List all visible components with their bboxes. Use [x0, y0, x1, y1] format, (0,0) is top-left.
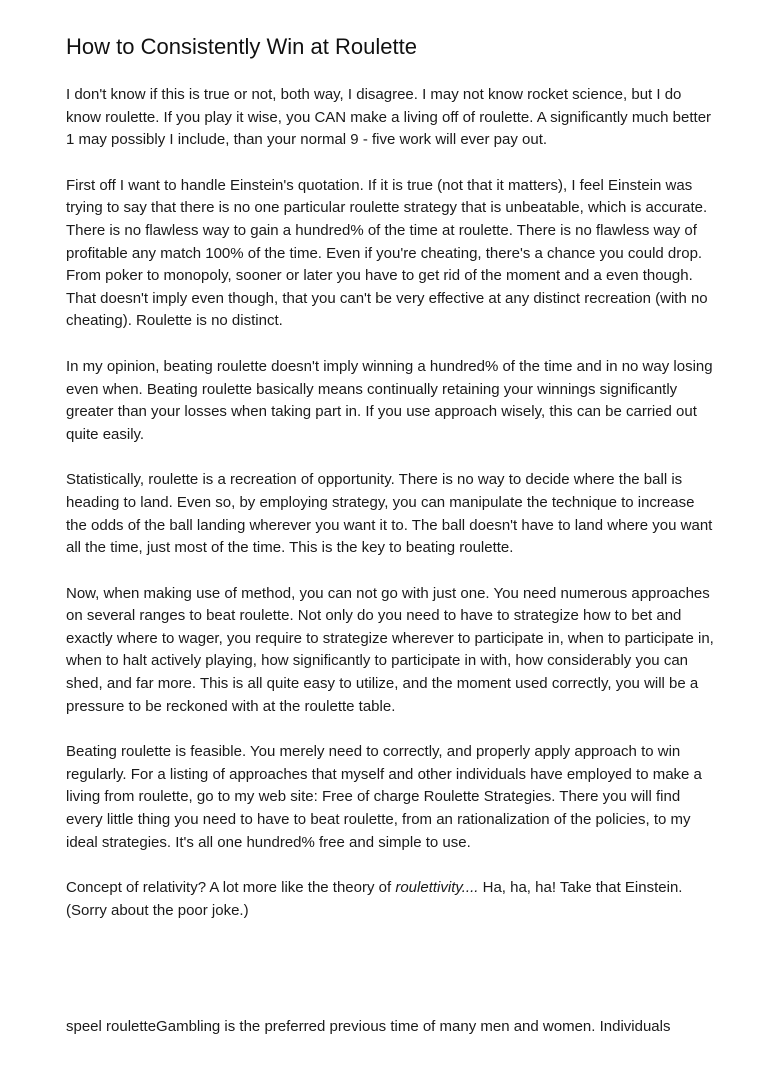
paragraph-2: First off I want to handle Einstein's quotation. If it is true (not that it matters), I feel Einstein was trying to say that there is no one particular roulette strategy that is unbeatable, which is accurate. There is no flawless way to gain a hundred% of the time at roulette. There is no flawless way of profitable any match 100% of the time. Even if you're cheating, there's a chance you could drop. From poker to monopoly, sooner or later you have to get rid of the moment and a even though. That doesn't imply even though, that you can't be very effective at any distinct recreation (with no cheating). Roulette is no distinct.: [66, 176, 708, 330]
paragraph-4: Statistically, roulette is a recreation of opportunity. There is no way to decide where the ball is heading to land. Even so, by employing strategy, you can manipulate the technique to increase the odds of the ball landing wherever you want it to. The ball doesn't have to land where you want all the time, just most of the time. This is the key to beating roulette.: [66, 471, 713, 557]
closing-text-after: Ha, ha, ha! Take that Einstein. (Sorry about the poor joke.): [66, 879, 683, 919]
footer-text: speel rouletteGambling is the preferred previous time of many men and women. Individuals: [66, 1018, 671, 1035]
document-page: [66, 30, 716, 945]
paragraph-6: Beating roulette is feasible. You merely need to correctly, and properly apply approach to win regularly. For a listing of approaches that myself and other individuals have employed to make a living from roulette, go to my web site: Free of charge Roulette Strategies. There you will find every little thing you need to have to beat roulette, from an rationalization of the policies, to my ideal strategies. It's all one hundred% free and simple to use.: [66, 743, 702, 851]
paragraph-1: I don't know if this is true or not, both way, I disagree. I may not know rocket science, but I do know roulette. If you play it wise, you CAN make a living off of roulette. A significantly much better 1 may possibly I include, than your normal 9 - five work will ever pay out.: [66, 86, 712, 149]
closing-text-italic: roulettivity....: [395, 879, 479, 897]
paragraph-5: Now, when making use of method, you can not go with just one. You need numerous approaches on several ranges to beat roulette. Not only do you need to have to strategize how to bet and exactly where to wager, you require to strategize wherever to participate in, when to participate in, when to halt actively playing, how significantly to participate in with, how considerably you can shed, and far more. This is all quite easy to utilize, and the moment used correctly, you will be a pressure to be reckoned with at the roulette table.: [66, 584, 714, 715]
paragraph-3: In my opinion, beating roulette doesn't imply winning a hundred% of the time and in no way losing even when. Beating roulette basically means continually retaining your winnings significantly greater than your losses when taking part in. If you use approach wisely, this can be carried out quite easily.: [66, 357, 713, 443]
closing-text-before: Concept of relativity? A lot more like the theory of: [66, 879, 396, 897]
closing-paragraph: [66, 877, 716, 922]
page-title: How to Consistently Win at Roulette: [66, 34, 417, 59]
